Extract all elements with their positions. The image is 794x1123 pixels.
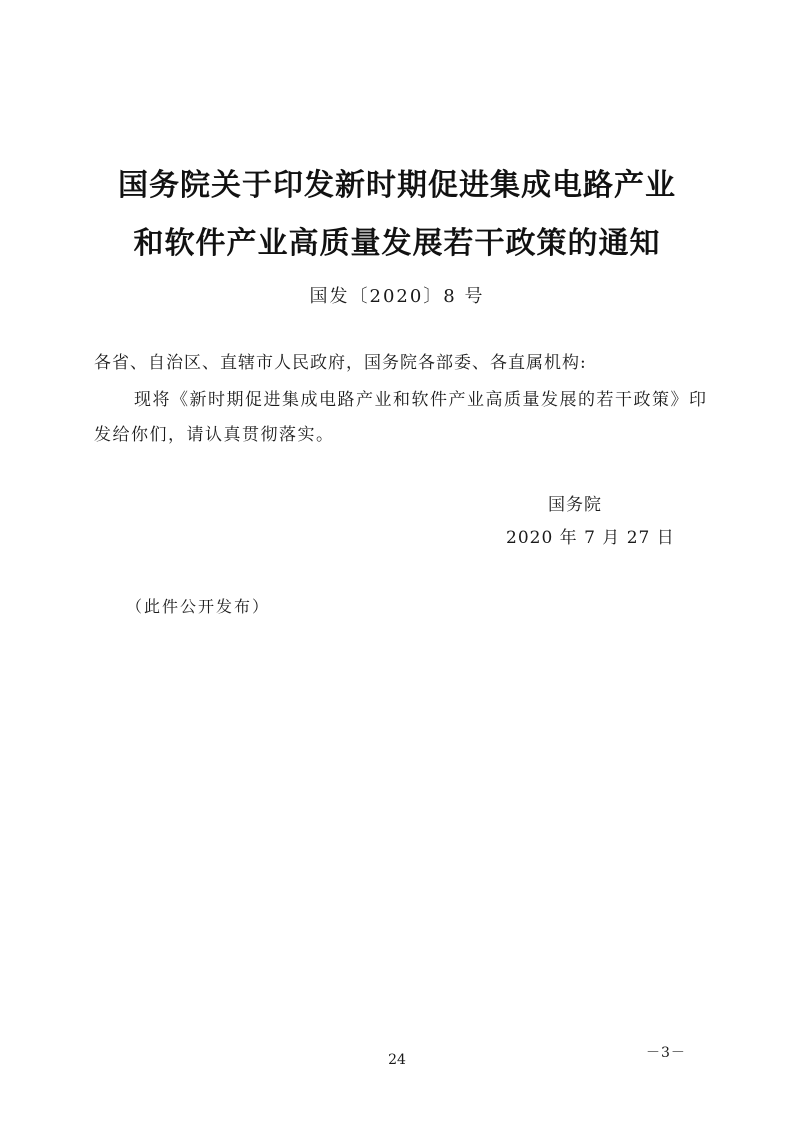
document-title-line-2: 和软件产业高质量发展若干政策的通知 — [133, 226, 661, 261]
document-title-line-1: 国务院关于印发新时期促进集成电路产业 — [118, 168, 676, 203]
body-paragraph: 现将《新时期促进集成电路产业和软件产业高质量发展的若干政策》印发给你们，请认真贯彻落实。 — [94, 390, 708, 445]
salutation: 各省、自治区、直辖市人民政府，国务院各部委、各直属机构: — [94, 353, 587, 373]
publish-note: （此件公开发布） — [126, 597, 271, 616]
page-number-inner: 24 — [388, 1052, 406, 1068]
page-number-outer: －3－ — [646, 1045, 686, 1061]
document-number: 国发〔2020〕8 号 — [309, 286, 485, 307]
issue-date: 2020 年 7 月 27 日 — [506, 528, 675, 548]
issuer-signature: 国务院 — [548, 495, 602, 515]
